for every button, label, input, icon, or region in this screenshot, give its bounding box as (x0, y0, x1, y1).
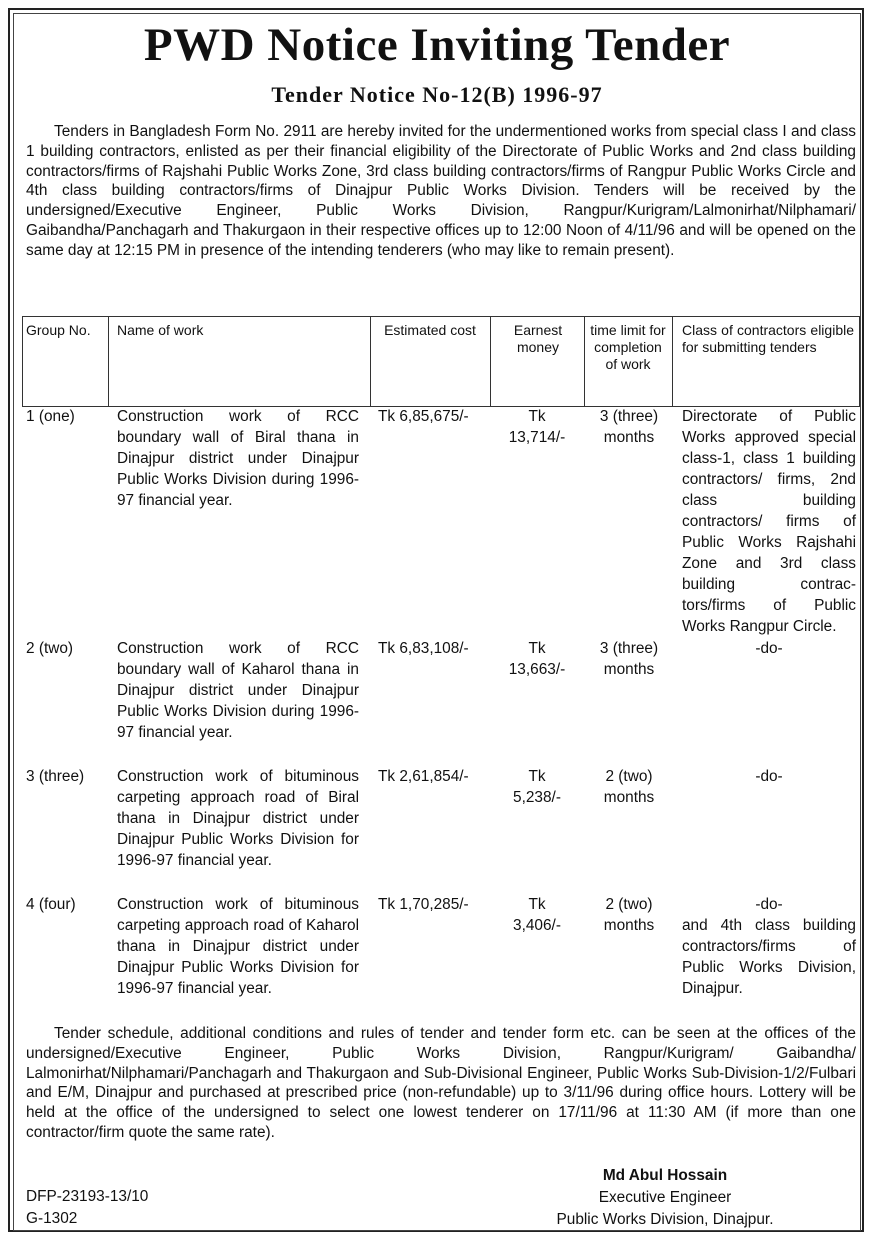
row4-group: 4 (four) (26, 896, 76, 913)
row1-group: 1 (one) (26, 408, 75, 425)
col-divider (490, 316, 491, 406)
row2-earnest-label: Tk (528, 640, 546, 657)
row1-earnest-amount: 13,714/- (508, 429, 566, 446)
signatory-office: Public Works Division, Dinajpur. (556, 1211, 774, 1228)
col-divider (859, 316, 860, 406)
row2-group: 2 (two) (26, 640, 74, 657)
row2-work: Construction work of RCC boundary wall of Kaharol thana in Dinajpur district under Dinajpur Public Works Division during 1996-97 financial year. (117, 640, 359, 741)
col-divider (22, 316, 23, 406)
row4-time: 2 (two) (605, 896, 653, 913)
notice-subtitle: Tender Notice No-12(B) 1996-97 (271, 82, 603, 107)
tender-table (22, 316, 862, 1022)
header-name-of-work: Name of work (117, 322, 204, 338)
schedule-paragraph: Tender schedule, additional conditions and rules of tender and tender form etc. can be seen at the offices of the undersigned/Executive Engineer, Public Works Division, Rangpur/Kurigram/ Gaibandha/ Lalmonirhat/Nilphamari/Panchagarh and Thakurgaon and Sub-Divisional Engineer, Public Works Sub-Division-1/2/Fulbari and E/M, Dinajpur and purchased at prescribed price (non-refundable) up to 3/11/96 during office hours. Lottery will be held at the office of the undersigned to select one lowest tenderer on 17/11/96 at 11:30 AM (if more than one contractor/firm quote the same rate). (26, 1025, 856, 1141)
row4-earnest-label: Tk (528, 896, 546, 913)
row1-time-unit: months (603, 429, 655, 446)
reference-code: DFP-23193-13/10 (26, 1188, 149, 1205)
row1-class: Directorate of Public Works approved special class-1, class 1 building contractors/ firms, 2nd class building contractors/ firms of Public Works Rajshahi Zone and 3rd class building contrac- tors/firms of Public Works Rangpur Circle. (682, 408, 856, 635)
signatory-title: Executive Engineer (598, 1189, 732, 1206)
row3-time: 2 (two) (605, 768, 653, 785)
row3-time-unit: months (603, 789, 655, 806)
row3-cost: Tk 2,61,854/- (378, 768, 469, 785)
intro-paragraph: Tenders in Bangladesh Form No. 2911 are hereby invited for the undermentioned works from special class I and class 1 building contractors, enlisted as per their financial eligibility of the Directorate of Public Works and 2nd class building contractors/firms of Rajshahi Public Works Zone, 3rd class building contractors/firms of Rangpur Public Works Circle and 4th class building contractors/firms of Dinajpur Public Works Division. Tenders will be received by the undersigned/Executive Engineer, Public Works Division, Rangpur/Kurigram/Lalmonirhat/Nilphamari/ Gaibandha/Panchagarh and Thakurgaon in their respective offices up to 12:00 Noon of 4/11/96 and will be opened on the same day at 12:15 PM in presence of the intending tenderers (who may like to remain present). (26, 123, 856, 259)
col-divider (672, 316, 673, 406)
row4-time-unit: months (603, 917, 655, 934)
row4-class: -do- (755, 896, 783, 913)
col-divider (584, 316, 585, 406)
header-group-no: Group No. (26, 322, 91, 338)
row2-time: 3 (three) (599, 640, 659, 657)
row1-work: Construction work of RCC boundary wall of Biral thana in Dinajpur district under Dinajpur Public Works Division during 1996-97 financial year. (117, 408, 359, 509)
row4-earnest-amount: 3,406/- (513, 917, 561, 934)
row4-work: Construction work of bituminous carpeting approach road of Kaharol thana in Dinajpur district under Dinajpur Public Works Division for 1996-97 financial year. (117, 896, 359, 997)
row1-earnest-label: Tk (528, 408, 546, 425)
header-earnest-money: Earnest money (513, 322, 563, 355)
table-top-rule (22, 316, 860, 317)
header-contractor-class: Class of contractors eligible for submitting tenders (682, 322, 854, 355)
row3-earnest-label: Tk (528, 768, 546, 785)
row2-cost: Tk 6,83,108/- (378, 640, 469, 657)
row2-time-unit: months (603, 661, 655, 678)
row3-work: Construction work of bituminous carpeting approach road of Biral thana in Dinajpur district under Dinajpur Public Works Division for 1996-97 financial year. (117, 768, 359, 869)
row4-class-extra: and 4th class building contractors/firms of Public Works Division, Dinajpur. (682, 917, 856, 997)
row3-earnest-amount: 5,238/- (513, 789, 561, 806)
row1-cost: Tk 6,85,675/- (378, 408, 469, 425)
header-time-limit: time limit for completion of work (590, 322, 666, 372)
header-estimated-cost: Estimated cost (384, 322, 476, 338)
row2-earnest-amount: 13,663/- (508, 661, 566, 678)
reference-code: G-1302 (26, 1210, 78, 1227)
signatory-name: Md Abul Hossain (602, 1167, 728, 1184)
row3-group: 3 (three) (26, 768, 85, 785)
row4-cost: Tk 1,70,285/- (378, 896, 469, 913)
col-divider (370, 316, 371, 406)
col-divider (108, 316, 109, 406)
row3-class: -do- (755, 768, 783, 785)
row1-time: 3 (three) (599, 408, 659, 425)
notice-title: PWD Notice Inviting Tender (143, 19, 731, 71)
row2-class: -do- (755, 640, 783, 657)
